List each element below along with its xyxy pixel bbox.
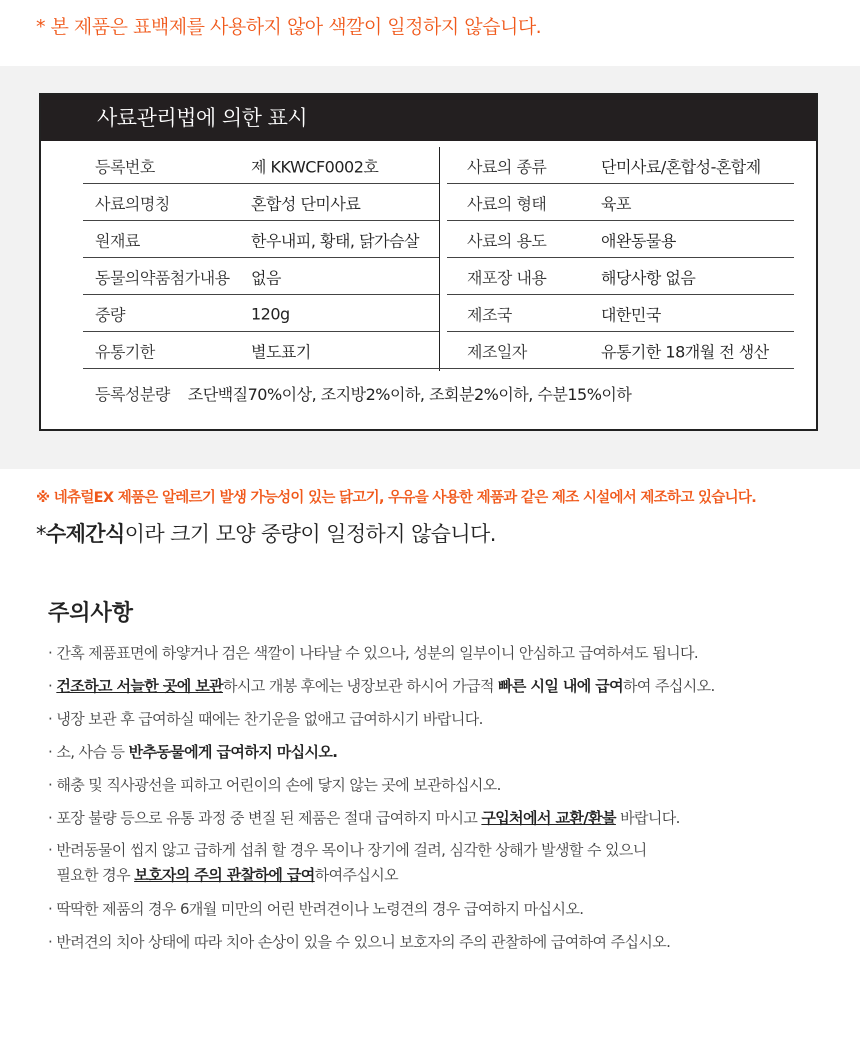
row-value: 단미사료/혼합성-혼합제 (601, 157, 761, 176)
feed-soon-highlight: 빠른 시일 내에 급여 (498, 677, 624, 695)
item-text: · 소, 사슴 등 (48, 743, 129, 761)
row-rule (83, 368, 794, 369)
bleach-notice: * 본 제품은 표백제를 사용하지 않아 색깔이 일정하지 않습니다. (36, 16, 542, 38)
item-text: 하시고 개봉 후에는 냉장보관 하시어 가급적 (223, 677, 499, 695)
handmade-prefix: * (36, 522, 46, 546)
handmade-notice (36, 518, 496, 548)
caution-list (48, 640, 715, 962)
row-value: 별도표기 (251, 342, 311, 361)
caution-title: 주의사항 (48, 601, 134, 626)
row-label: 사료의 형태 (467, 194, 547, 213)
caution-item (48, 805, 715, 838)
row-label: 제조국 (467, 305, 512, 324)
row-value: 없음 (251, 268, 281, 287)
caution-item (48, 838, 715, 896)
allergy-notice: ※ 네츄럴EX 제품은 알레르기 발생 가능성이 있는 닭고기, 우유을 사용한 제품과 같은 제조 시설에서 제조하고 있습니다. (36, 490, 757, 506)
caution-item: · 반려견의 치아 상태에 따라 치아 손상이 있을 수 있으니 보호자의 주의 관찰하에 급여하여 주십시오. (48, 933, 671, 951)
row-label: 동물의약품첨가내용 (95, 268, 230, 287)
table-row (83, 147, 794, 184)
table-row (83, 295, 794, 332)
row-label: 사료의명칭 (95, 194, 170, 213)
row-value: 혼합성 단미사료 (251, 194, 361, 213)
exchange-highlight: 구입처에서 교환/환불 (481, 809, 616, 827)
ruminant-warning: 반추동물에게 급여하지 마십시오. (128, 743, 338, 761)
bullet: · (48, 677, 57, 695)
table-row (83, 258, 794, 295)
row-label: 사료의 용도 (467, 231, 547, 250)
row-value: 제 KKWCF0002호 (251, 157, 379, 176)
composition-value: 조단백질70%이상, 조지방2%이하, 조회분2%이하, 수분15%이하 (187, 385, 632, 404)
table-row (83, 184, 794, 221)
row-value: 유통기한 18개월 전 생산 (601, 342, 769, 361)
row-label: 사료의 종류 (467, 157, 547, 176)
storage-highlight: 건조하고 서늘한 곳에 보관 (56, 677, 224, 695)
item-text: 바랍니다. (615, 809, 680, 827)
caution-item (48, 739, 715, 772)
composition-row (95, 382, 631, 405)
row-value: 120g (251, 304, 290, 323)
caution-item: · 딱딱한 제품의 경우 6개월 미만의 어린 반려견이나 노령견의 경우 급여하지 마십시오. (48, 900, 584, 918)
item-text: · 반려동물이 씹지 않고 급하게 섭취 할 경우 목이나 장기에 걸려, 심각한 상해가 발생할 수 있으니 (48, 841, 647, 859)
table-row (83, 332, 794, 369)
row-label: 유통기한 (95, 342, 155, 361)
row-label: 중량 (95, 305, 125, 324)
table-title: 사료관리법에 의한 표시 (41, 95, 816, 141)
table-row (83, 221, 794, 258)
row-value: 한우내피, 황태, 닭가슴살 (251, 231, 419, 250)
row-value: 육포 (601, 194, 631, 213)
row-label: 원재료 (95, 231, 140, 250)
handmade-rest: 이라 크기 모양 중량이 일정하지 않습니다. (124, 522, 496, 546)
item-text: 필요한 경우 (48, 866, 135, 884)
row-label: 제조일자 (467, 342, 527, 361)
guardian-highlight: 보호자의 주의 관찰하에 급여 (134, 866, 315, 884)
row-value: 대한민국 (601, 305, 661, 324)
feed-label-table (39, 93, 818, 431)
row-label: 재포장 내용 (467, 268, 547, 287)
row-value: 해당사항 없음 (601, 268, 696, 287)
caution-item: · 해충 및 직사광선을 피하고 어린이의 손에 닿지 않는 곳에 보관하십시오. (48, 776, 501, 794)
item-text-line2 (48, 863, 715, 888)
caution-item: · 냉장 보관 후 급여하실 때에는 찬기운을 없애고 급여하시기 바랍니다. (48, 710, 483, 728)
composition-label: 등록성분량 (95, 385, 170, 404)
item-text: 하여주십시오 (314, 866, 399, 884)
row-label: 등록번호 (95, 157, 155, 176)
item-text: · 포장 불량 등으로 유통 과정 중 변질 된 제품은 절대 급여하지 마시고 (48, 809, 482, 827)
caution-item (48, 673, 715, 706)
row-value: 애완동물용 (601, 231, 676, 250)
item-text: 하여 주십시오. (623, 677, 715, 695)
caution-item: · 간혹 제품표면에 하얗거나 검은 색깔이 나타날 수 있으나, 성분의 일부이니 안심하고 급여하셔도 됩니다. (48, 644, 699, 662)
handmade-bold: 수제간식 (45, 522, 125, 546)
